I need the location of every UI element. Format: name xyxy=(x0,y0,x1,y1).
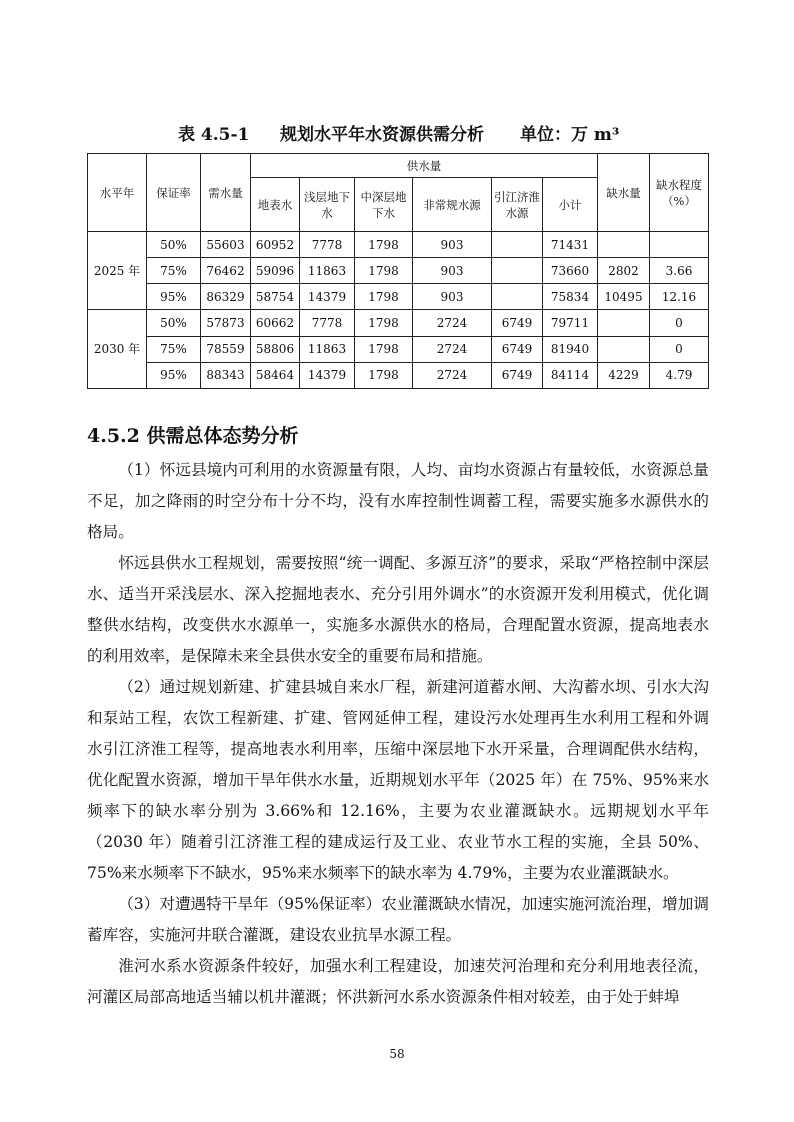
table-cell: 76462 xyxy=(201,258,251,284)
table-cell: 903 xyxy=(413,258,492,284)
table-row xyxy=(88,258,709,284)
table-cell: 79711 xyxy=(543,310,598,336)
table-cell: 75% xyxy=(147,258,201,284)
table-title: 规划水平年水资源供需分析 xyxy=(280,125,484,145)
table-cell: 95% xyxy=(147,284,201,310)
paragraph: 淮河水系水资源条件较好，加强水利工程建设，加速芡河治理和充分利用地表径流，河灌区局部高地适当辅以机井灌溉；怀洪新河水系水资源条件相对较差，由于处于蚌埠 xyxy=(87,957,709,1006)
table-cell: 50% xyxy=(147,232,201,258)
table-cell: 57873 xyxy=(201,310,251,336)
table-cell: 2724 xyxy=(413,336,492,362)
table-row xyxy=(88,362,709,388)
table-cell: 12.16 xyxy=(650,284,709,310)
table-cell: 86329 xyxy=(201,284,251,310)
table-row xyxy=(88,310,709,336)
table-caption xyxy=(0,120,794,148)
table-cell: 2724 xyxy=(413,362,492,388)
table-cell: 55603 xyxy=(201,232,251,258)
table-cell: 1798 xyxy=(355,232,413,258)
year-cell: 2030 年 xyxy=(88,310,147,389)
table-unit: 单位：万 m³ xyxy=(520,125,620,145)
section-heading: 4.5.2 供需总体态势分析 xyxy=(87,425,299,447)
table-cell: 59096 xyxy=(251,258,300,284)
table-cell: 903 xyxy=(413,284,492,310)
table-cell: 2724 xyxy=(413,310,492,336)
table-cell xyxy=(598,310,650,336)
header-demand: 需水量 xyxy=(201,154,251,232)
header-surface: 地表水 xyxy=(251,178,300,232)
table-cell: 88343 xyxy=(201,362,251,388)
header-shortage-rate: 缺水程度（%） xyxy=(650,154,709,232)
table-cell: 1798 xyxy=(355,258,413,284)
table-cell: 75% xyxy=(147,336,201,362)
header-mid-deep: 中深层地下水 xyxy=(355,178,413,232)
header-shortage: 缺水量 xyxy=(598,154,650,232)
paragraph: （1）怀远县境内可利用的水资源量有限，人均、亩均水资源占有量较低，水资源总量不足，加之降雨的时空分布十分不均，没有水库控制性调蓄工程，需要实施多水源供水的格局。 xyxy=(87,461,709,541)
header-subtotal: 小计 xyxy=(543,178,598,232)
table-cell: 4229 xyxy=(598,362,650,388)
paragraph: （2）通过规划新建、扩建县城自来水厂程，新建河道蓄水闸、大沟蓄水坝、引水大沟和泵站工程，农饮工程新建、扩建、管网延伸工程，建设污水处理再生水利用工程和外调水引江济淮工程等，提高地表水利用率，压缩中深层地下水开采量，合理调配供水结构，优化配置水资源，增加干旱年供水水量，近期规划水平年（2025 年）在 75%、95%来水频率下的缺水率分别为 3.66%和 12.16%，主要为农业灌溉缺水。远期规划水平年（2030 年）随着引江济淮工程的建成运行及工业、农业节水工程的实施，全县 50%、75%来水频率下不缺水，95%来水频率下的缺水率为 4.79%，主要为农业灌溉缺水。 xyxy=(87,678,709,882)
table-cell: 903 xyxy=(413,232,492,258)
table-cell: 84114 xyxy=(543,362,598,388)
header-unconventional: 非常规水源 xyxy=(413,178,492,232)
header-diversion: 引江济淮水源 xyxy=(492,178,543,232)
header-level: 水平年 xyxy=(88,154,147,232)
table-cell: 1798 xyxy=(355,362,413,388)
table-cell: 95% xyxy=(147,362,201,388)
table-row xyxy=(88,284,709,310)
page-number: 58 xyxy=(389,1047,405,1061)
table-cell: 60662 xyxy=(251,310,300,336)
year-cell: 2025 年 xyxy=(88,232,147,310)
table-cell: 1798 xyxy=(355,336,413,362)
table-cell: 0 xyxy=(650,336,709,362)
table-cell: 78559 xyxy=(201,336,251,362)
table-cell: 0 xyxy=(650,310,709,336)
table-cell: 58464 xyxy=(251,362,300,388)
table-cell: 58754 xyxy=(251,284,300,310)
table-cell: 71431 xyxy=(543,232,598,258)
table-cell: 1798 xyxy=(355,310,413,336)
table-cell: 11863 xyxy=(300,258,355,284)
table-number: 表 4.5-1 xyxy=(178,125,250,145)
table-cell: 58806 xyxy=(251,336,300,362)
table-row xyxy=(88,336,709,362)
paragraph: 怀远县供水工程规划，需要按照“统一调配、多源互济”的要求，采取“严格控制中深层水、适当开采浅层水、深入挖掘地表水、充分引用外调水”的水资源开发利用模式，优化调整供水结构，改变供水水源单一，实施多水源供水的格局，合理配置水资源，提高地表水的利用效率，是保障未来全县供水安全的重要布局和措施。 xyxy=(87,554,709,665)
table-cell xyxy=(492,258,543,284)
supply-demand-table xyxy=(87,153,709,389)
header-supply: 供水量 xyxy=(251,154,598,178)
table-cell: 60952 xyxy=(251,232,300,258)
table-cell: 6749 xyxy=(492,362,543,388)
table-cell: 7778 xyxy=(300,310,355,336)
header-guarantee: 保证率 xyxy=(147,154,201,232)
table-cell xyxy=(598,232,650,258)
paragraph: （3）对遭遇特干旱年（95%保证率）农业灌溉缺水情况，加速实施河流治理，增加调蓄库容，实施河井联合灌溉，建设农业抗旱水源工程。 xyxy=(87,895,709,944)
table-cell: 14379 xyxy=(300,284,355,310)
table-cell: 14379 xyxy=(300,362,355,388)
table-row xyxy=(88,232,709,258)
table-cell: 73660 xyxy=(543,258,598,284)
table-cell xyxy=(598,336,650,362)
table-cell xyxy=(492,232,543,258)
table-cell: 4.79 xyxy=(650,362,709,388)
table-cell: 75834 xyxy=(543,284,598,310)
table-cell xyxy=(492,284,543,310)
table-cell: 50% xyxy=(147,310,201,336)
table-cell: 6749 xyxy=(492,310,543,336)
table-cell: 11863 xyxy=(300,336,355,362)
table-cell: 2802 xyxy=(598,258,650,284)
table-cell: 81940 xyxy=(543,336,598,362)
table-cell: 3.66 xyxy=(650,258,709,284)
table-cell: 10495 xyxy=(598,284,650,310)
section-body xyxy=(87,455,709,1013)
table-cell xyxy=(650,232,709,258)
table-cell: 7778 xyxy=(300,232,355,258)
table-cell: 1798 xyxy=(355,284,413,310)
table-cell: 6749 xyxy=(492,336,543,362)
header-shallow: 浅层地下水 xyxy=(300,178,355,232)
